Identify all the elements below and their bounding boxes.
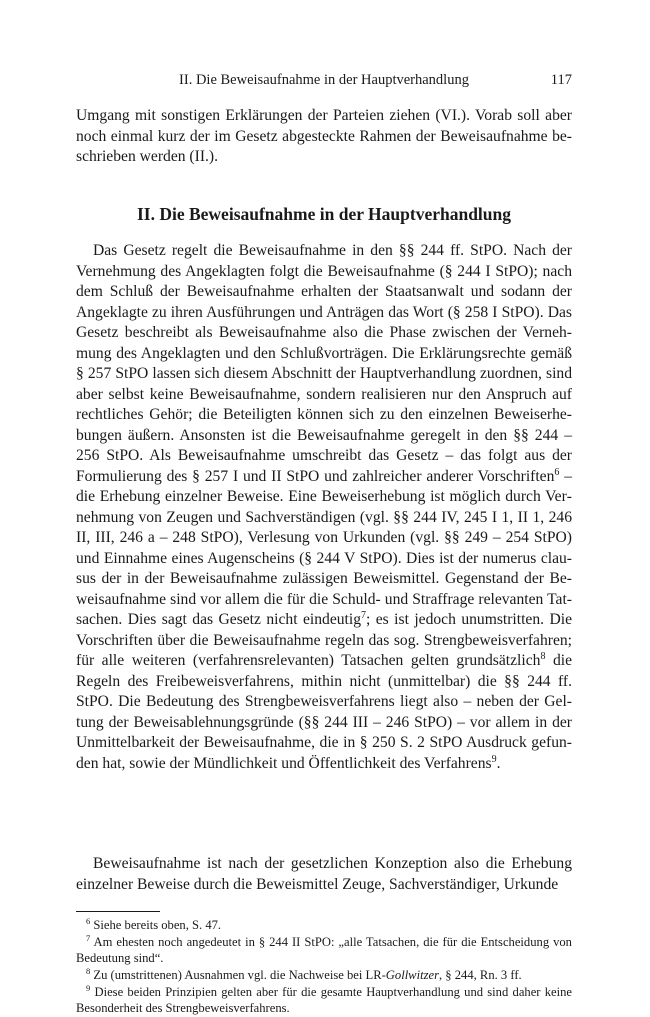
footnote-text: Diese beiden Prinzipien gelten aber für die gesamte Hauptverhandlung und sind daher keine Besonderheit des Strengbeweisverfahrens. bbox=[76, 985, 572, 1015]
footnote-number: 6 bbox=[86, 915, 91, 926]
body-paragraph-1 bbox=[76, 241, 572, 774]
running-head bbox=[76, 72, 572, 92]
intro-text: Umgang mit sonstigen Erklärungen der Parteien ziehen (VI.). Vorab soll aber noch einmal kurz der im Gesetz abgesteckte Rahmen der Beweisaufnahme beschrieben werden (II.). bbox=[76, 107, 572, 165]
body-paragraph-2 bbox=[76, 854, 572, 895]
running-title: II. Die Beweisaufnahme in der Hauptverhandlung bbox=[179, 72, 469, 88]
footnote-ref-7: 7 bbox=[361, 609, 366, 621]
body-paragraph-1-text bbox=[76, 241, 572, 774]
footnote-9 bbox=[76, 984, 572, 1016]
p1-part3: ; es ist jedoch unumstritten. Die Vorschriften über die Beweisaufnahme regeln das sog. Strengbeweisverfahren; für alle weiteren (verfahrensrelevanten) Tatsachen gelten grundsätzlich bbox=[76, 611, 572, 669]
p1-part5: . bbox=[496, 754, 501, 772]
footnote-separator bbox=[76, 911, 160, 912]
footnote-text-pre: Zu (umstrittenen) Ausnahmen vgl. die Nachweise bei LR- bbox=[93, 968, 386, 982]
footnote-ref-9: 9 bbox=[491, 753, 497, 765]
footnote-number: 9 bbox=[86, 982, 91, 993]
footnote-7 bbox=[76, 934, 572, 966]
footnote-number: 7 bbox=[86, 932, 91, 943]
footnote-text-post: , § 244, Rn. 3 ff. bbox=[438, 968, 522, 982]
page-number: 117 bbox=[550, 72, 572, 88]
body-paragraph-2-text: Beweisaufnahme ist nach der gesetzlichen Konzeption also die Erhebung einzelner Beweise durch die Beweismittel Zeuge, Sachverständiger, Urkunde bbox=[76, 855, 572, 893]
footnote-author: Gollwitzer bbox=[385, 968, 439, 982]
footnote-ref-8: 8 bbox=[540, 650, 546, 662]
footnote-8 bbox=[76, 967, 572, 983]
p1-part1: Das Gesetz regelt die Beweisaufnahme in den §§ 244 ff. StPO. Nach der Vernehmung des Angeklagten folgt die Beweisaufnahme (§ 244 I StPO); nach dem Schluß der Beweisaufnahme erhalten der Staatsanwalt und sodann der Angeklagte zu ihren Ausführungen und Anträgen das Wort (§ 258 I StPO). Das Gesetz beschreibt als Beweisaufnahme also die Phase zwischen der Vernehmung des Angeklagten und den Schlußvorträgen. Die Erklärungsrechte gemäß § 257 StPO lassen sich diesem Abschnitt der Hauptverhandlung zuordnen, sind aber selbst keine Beweisaufnahme, sondern realisieren nur den Anspruch auf rechtliches Gehör; die Beteiligten können sich zu den einzelnen Beweiserhebungen äußern. Ansonsten ist die Beweisaufnahme geregelt in den §§ 244 – 256 StPO. Als Beweisaufnahme umschreibt das Gesetz – das folgt aus der Formulierung des § 257 I und II StPO und zahlreicher anderer Vorschriften bbox=[76, 242, 572, 485]
p1-part2: – die Erhebung einzelner Beweise. Eine Beweiserhebung ist möglich durch Vernehmung von Zeugen und Sachverständigen (vgl. §§ 244 IV, 245 I 1, II 1, 246 II, III, 246 a – 248 StPO), Verlesung von Urkunden (vgl. §§ 249 – 254 StPO) und Einnahme eines Augenscheins (§ 244 V StPO). Dies ist der numerus clausus der in der Beweisaufnahme zulässigen Beweismittel. Gegenstand der Beweisaufnahme sind vor allem die für die Schuld- und Straffrage relevanten Tatsachen. Dies sagt das Gesetz nicht eindeutig bbox=[76, 467, 572, 628]
section-heading: II. Die Beweisaufnahme in der Hauptverhandlung bbox=[136, 204, 512, 224]
p1-part4: die Regeln des Freibeweisverfahrens, mithin nicht (unmittelbar) die §§ 244 ff. StPO. Die Bedeutung des Strengbeweisverfahrens liegt also – neben der Geltung der Beweisablehnungsgründe (§§ 244 III – 246 StPO) – vor allem in der Unmittelbarkeit der Beweisaufnahme, die in § 250 S. 2 StPO Ausdruck gefunden hat, sowie der Mündlichkeit und Öffentlichkeit des Verfahrens bbox=[76, 652, 573, 772]
footnote-text: Siehe bereits oben, S. 47. bbox=[93, 918, 222, 932]
footnote-text: Am ehesten noch angedeutet in § 244 II StPO: „alle Tatsachen, die für die Entscheidung von Bedeutung sind“. bbox=[76, 935, 572, 965]
intro-paragraph bbox=[76, 106, 572, 168]
footnote-ref-6: 6 bbox=[554, 466, 560, 478]
footnote-6 bbox=[76, 917, 572, 933]
footnotes bbox=[76, 917, 572, 1017]
footnote-number: 8 bbox=[86, 965, 91, 976]
